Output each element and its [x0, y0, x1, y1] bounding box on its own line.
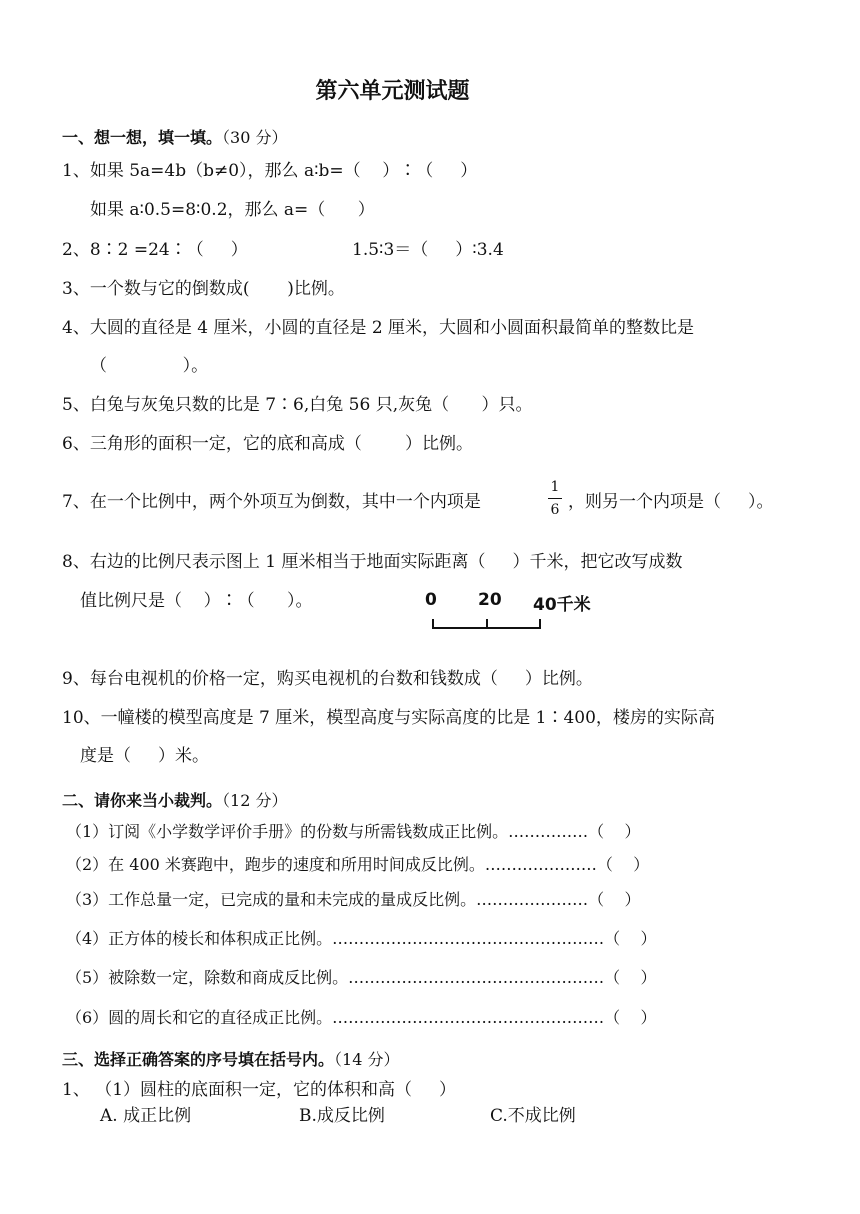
scale-label-0: 0 [425, 590, 437, 610]
scale-label-40km: 40千米 [533, 595, 591, 615]
question-2a: 2、8∶2 =24∶（ ） [62, 240, 248, 260]
section-2-points: （12 分） [222, 791, 288, 810]
fraction-numerator: 1 [550, 479, 560, 495]
choice-option-a: A. 成正比例 [100, 1106, 192, 1126]
choice-option-b: B.成反比例 [299, 1106, 385, 1126]
choice-option-c: C.不成比例 [490, 1106, 576, 1126]
judge-item-4: （4）正方体的棱长和体积成正比例。……………………………………………（ ） [66, 929, 657, 948]
question-1a: 1、如果 5a=4b（b≠0），那么 a∶b=（ ）∶（ ） [62, 161, 478, 181]
judge-item-5: （5）被除数一定，除数和商成反比例。…………………………………………（ ） [66, 968, 657, 987]
section-3-title: 三、选择正确答案的序号填在括号内。 [62, 1050, 335, 1069]
section-1-title: 一、想一想，填一填。 [62, 128, 223, 147]
question-8b: 值比例尺是（ ）∶（ ）。 [80, 591, 313, 611]
question-1b: 如果 a∶0.5=8∶0.2，那么 a=（ ） [90, 200, 375, 220]
question-10a: 10、一幢楼的模型高度是 7 厘米，模型高度与实际高度的比是 1∶400，楼房的实际高 [62, 708, 715, 728]
question-10b: 度是（ ）米。 [80, 746, 210, 766]
judge-item-3: （3）工作总量一定，已完成的量和未完成的量成反比例。…………………（ ） [66, 890, 641, 909]
scale-label-20: 20 [478, 590, 502, 610]
judge-item-2: （2）在 400 米赛跑中，跑步的速度和所用时间成反比例。…………………（ ） [66, 855, 650, 874]
section-1-heading [62, 127, 287, 149]
section-3-heading [62, 1049, 399, 1071]
fraction-one-sixth [548, 478, 562, 519]
choice-question-1: 1、 （1）圆柱的底面积一定，它的体积和高（ ） [62, 1080, 457, 1100]
question-9: 9、每台电视机的价格一定，购买电视机的台数和钱数成（ ）比例。 [62, 669, 593, 689]
section-2-heading [62, 790, 287, 812]
question-8a: 8、右边的比例尺表示图上 1 厘米相当于地面实际距离（ ）千米，把它改写成数 [62, 552, 683, 572]
question-6: 6、三角形的面积一定，它的底和高成（ ）比例。 [62, 434, 474, 454]
question-4b: （ ）。 [90, 356, 209, 376]
judge-item-1: （1）订阅《小学数学评价手册》的份数与所需钱数成正比例。……………（ ） [66, 822, 641, 841]
question-5: 5、白兔与灰兔只数的比是 7∶6,白兔 56 只,灰兔（ ）只。 [62, 395, 533, 415]
section-2-title: 二、请你来当小裁判。 [62, 791, 223, 810]
page-title: 第六单元测试题 [315, 79, 470, 104]
fraction-denominator: 6 [550, 502, 560, 518]
judge-item-6: （6）圆的周长和它的直径成正比例。……………………………………………（ ） [66, 1008, 657, 1027]
fraction-bar [548, 498, 562, 499]
section-1-points: （30 分） [222, 128, 288, 147]
question-7a: 7、在一个比例中，两个外项互为倒数，其中一个内项是 [62, 492, 481, 512]
question-2b: 1.5∶3＝（ ）∶3.4 [352, 240, 504, 260]
question-3: 3、一个数与它的倒数成( )比例。 [62, 279, 345, 299]
question-4a: 4、大圆的直径是 4 厘米，小圆的直径是 2 厘米，大圆和小圆面积最简单的整数比是 [62, 318, 695, 338]
question-7b: ，则另一个内项是（ ）。 [568, 492, 774, 512]
scale-bar-graphic [430, 614, 545, 634]
section-3-points: （14 分） [334, 1050, 400, 1069]
